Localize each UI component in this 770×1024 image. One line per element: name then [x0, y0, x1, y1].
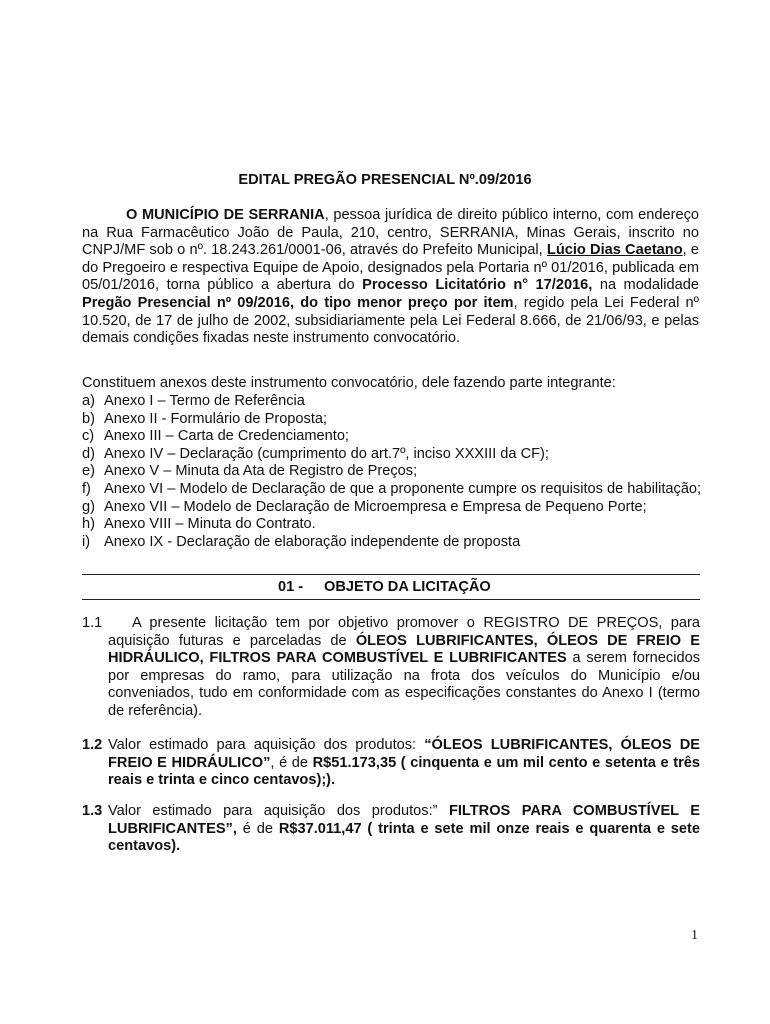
list-item-text: Anexo II - Formulário de Proposta;	[104, 410, 328, 427]
clause-1-2	[82, 737, 700, 790]
clause-products: ÓLEOS LUBRIFICANTES, ÓLEOS DE FREIO E HIDRÁULICO, FILTROS PARA COMBUSTÍVEL E LUBRIFICANTES	[108, 632, 701, 667]
clause-text	[108, 737, 700, 790]
clause-text-2: é de	[236, 820, 279, 837]
prefeito-name: Lúcio Dias Caetano	[546, 242, 683, 259]
list-item-text: Anexo IV – Declaração (cumprimento do art.7º, inciso XXXIII da CF);	[104, 445, 549, 462]
clause-value: R$37.011,47 ( trinta e sete mil onze reais e quarenta e sete centavos).	[108, 820, 701, 855]
list-item-text: Anexo VI – Modelo de Declaração de que a proponente cumpre os requisitos de habilitação;	[104, 480, 702, 497]
clause-text-1: Valor estimado para aquisição dos produtos:”	[108, 803, 449, 819]
list-marker: e)	[82, 463, 95, 480]
list-item	[82, 463, 702, 481]
list-marker: i)	[82, 533, 91, 550]
clause-text	[108, 803, 700, 856]
modalidade: Pregão Presencial nº 09/2016	[82, 294, 291, 311]
list-item	[82, 446, 702, 464]
list-item	[82, 411, 702, 429]
clause-text-2: , é de	[270, 754, 313, 771]
clause-text-1: Valor estimado para aquisição dos produtos:	[108, 737, 425, 753]
processo-number: Processo Licitatório n° 17/2016,	[362, 277, 593, 294]
clause-text	[108, 615, 700, 721]
section-rule-top	[82, 574, 700, 575]
list-item-text: Anexo III – Carta de Credenciamento;	[104, 428, 349, 445]
list-item-text: Anexo IX - Declaração de elaboração independente de proposta	[104, 533, 521, 550]
section-rule-bottom	[82, 599, 700, 600]
intro-text-1: , pessoa jurídica de direito público interno, com endereço na Rua Farmacêutico João de Paula, 210, centro, SERRANIA, Minas Gerais, inscrito no CNPJ/MF sob o nº. 18.243.261/0001-06, através do Prefeito Municipal,	[82, 207, 699, 259]
list-item	[82, 516, 702, 534]
list-marker: a)	[82, 393, 95, 409]
page-number: 1	[691, 928, 698, 943]
intro-paragraph	[82, 207, 699, 348]
list-item	[82, 393, 702, 411]
clause-number: 1.3	[82, 803, 103, 819]
list-item	[82, 428, 702, 446]
list-marker: b)	[82, 410, 95, 427]
list-marker: f)	[82, 480, 91, 497]
list-marker: g)	[82, 498, 95, 515]
clause-1-3	[82, 803, 700, 856]
list-item-text: Anexo V – Minuta da Ata de Registro de Preços;	[104, 463, 418, 480]
clause-1-1	[82, 615, 700, 721]
list-item-text: Anexo I – Termo de Referência	[104, 393, 305, 409]
clause-number: 1.1	[82, 615, 103, 631]
section-number: 01 -	[278, 579, 304, 595]
list-marker: c)	[82, 428, 95, 445]
list-marker: h)	[82, 516, 95, 533]
municipio-name: O MUNICÍPIO DE SERRANIA	[126, 207, 325, 223]
clause-products: FILTROS PARA COMBUSTÍVEL E LUBRIFICANTES”,	[108, 803, 700, 837]
clause-number: 1.2	[82, 737, 103, 753]
clause-text-1: A presente licitação tem por objetivo promover o REGISTRO DE PREÇOS, para aquisição futuras e parceladas de	[108, 615, 700, 649]
clause-text-2: a serem fornecidos por empresas do ramo, para utilização na frota dos veículos do Município e/ou conveniados, tudo em conformidade com as especificações constantes do Anexo I (termo de referência).	[108, 650, 700, 719]
clause-products: “ÓLEOS LUBRIFICANTES, ÓLEOS DE FREIO E HIDRÁULICO”	[108, 737, 700, 771]
document-title: EDITAL PREGÃO PRESENCIAL Nº.09/2016	[238, 172, 532, 188]
intro-text-2: , e do Pregoeiro e respectiva Equipe de Apoio, designados pela Portaria nº 01/2016, publicada em 05/01/2016, torna público a abertura do	[82, 242, 699, 294]
list-item	[82, 534, 702, 552]
list-item-text: Anexo VII – Modelo de Declaração de Microempresa e Empresa de Pequeno Porte;	[104, 498, 647, 515]
intro-text-3: na modalidade	[592, 277, 699, 294]
list-marker: d)	[82, 445, 95, 462]
tipo-licitacao: , do tipo menor preço por item	[290, 294, 514, 311]
clause-value: R$51.173,35 ( cinquenta e um mil cento e setenta e três reais e trinta e cinco centavos);).	[108, 754, 700, 789]
list-item	[82, 481, 702, 499]
intro-text-4: , regido pela Lei Federal nº 10.520, de 17 de julho de 2002, subsidiariamente pela Lei Federal 8.666, de 21/06/93, e pelas demais condições fixadas neste instrumento convocatório.	[82, 294, 700, 347]
annex-intro: Constituem anexos deste instrumento convocatório, dele fazendo parte integrante:	[82, 375, 616, 391]
list-item-text: Anexo VIII – Minuta do Contrato.	[104, 516, 316, 533]
list-item	[82, 499, 702, 517]
annex-list	[82, 393, 702, 551]
section-title: OBJETO DA LICITAÇÃO	[324, 579, 491, 595]
